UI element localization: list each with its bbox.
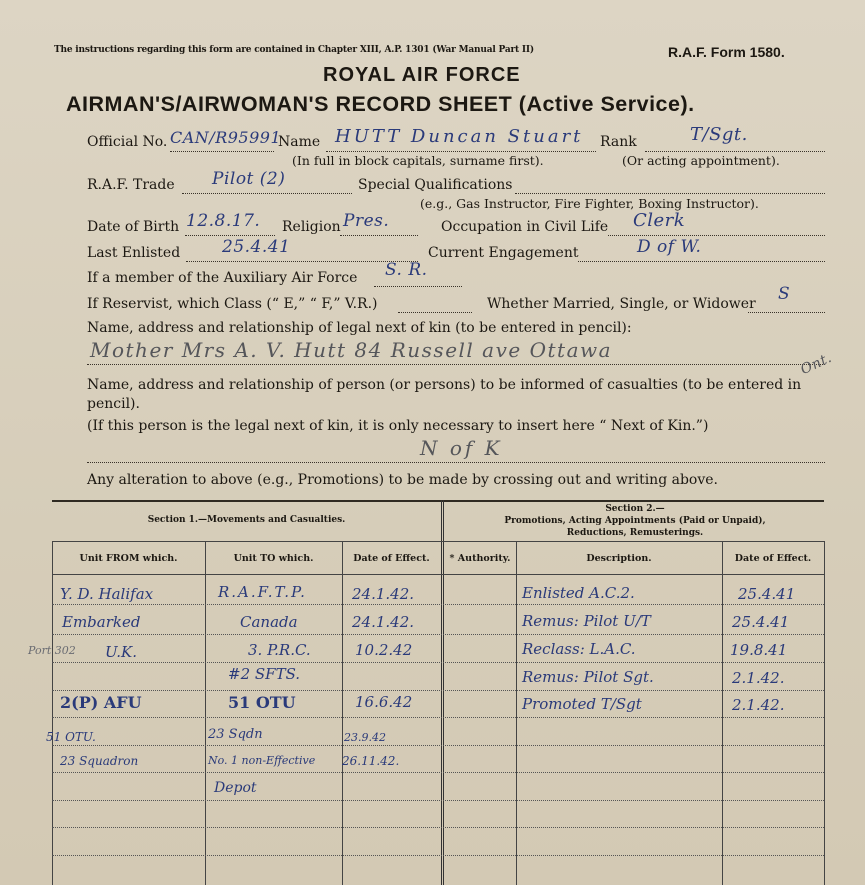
trade-label: R.A.F. Trade	[87, 177, 175, 193]
s2-row3-date: 19.8.41	[730, 641, 788, 659]
s1-row3-to: 3. P.R.C.	[248, 641, 311, 659]
row-line	[52, 662, 824, 663]
col-line	[516, 541, 517, 885]
name-label: Name	[278, 134, 321, 150]
alteration-note: Any alteration to above (e.g., Promotions) to be made by crossing out and writing above.	[87, 472, 718, 488]
s2-row2-description: Remus: Pilot U/T	[522, 612, 651, 630]
engagement-label: Current Engagement	[428, 245, 579, 261]
casualty-value: N of K	[420, 436, 503, 460]
row-line	[52, 800, 824, 801]
name-note: (In full in block capitals, surname first).	[292, 153, 544, 168]
s1-row2-from: Embarked	[62, 613, 141, 631]
official-no-value: CAN/R95991	[170, 128, 282, 147]
row-line	[52, 827, 824, 828]
s2-row2-date: 25.4.41	[732, 613, 790, 631]
col-head-authority: * Authority.	[449, 553, 511, 564]
s2-row5-date: 2.1.42.	[732, 696, 785, 714]
aux-value: S. R.	[385, 260, 428, 280]
official-no-label: Official No.	[87, 134, 168, 150]
s1-row1-to: R.A.F.T.P.	[218, 583, 307, 601]
row-line	[52, 604, 824, 605]
s1-row6-to: 23 Sqdn	[208, 727, 263, 742]
s2-row1-description: Enlisted A.C.2.	[522, 584, 635, 602]
instructions-note: The instructions regarding this form are contained in Chapter XIII, A.P. 1301 (War Manual Part II)	[54, 45, 534, 55]
enlisted-label: Last Enlisted	[87, 245, 181, 261]
col-head-description: Description.	[586, 553, 652, 564]
religion-label: Religion	[282, 219, 341, 235]
col-line	[52, 541, 53, 885]
s2-row4-date: 2.1.42.	[732, 669, 785, 687]
s1-row5-date: 16.6.42	[355, 693, 413, 711]
section2-title-1: Section 2.—	[605, 504, 665, 514]
header-rule-bottom	[52, 574, 824, 575]
engagement-value: D of W.	[637, 237, 702, 257]
row-line	[52, 717, 824, 718]
s2-row3-description: Reclass: L.A.C.	[522, 640, 636, 658]
title-main: AIRMAN'S/AIRWOMAN'S RECORD SHEET	[66, 92, 513, 116]
s1-row8-to: Depot	[214, 780, 257, 796]
s1-row5-to: 51 OTU	[228, 693, 296, 712]
s2-row4-description: Remus: Pilot Sgt.	[522, 668, 654, 686]
religion-value: Pres.	[343, 211, 390, 231]
married-value: S	[778, 284, 791, 304]
s1-row4-to: #2 SFTS.	[228, 665, 301, 683]
s1-row1-date: 24.1.42.	[352, 585, 415, 603]
rank-value: T/Sgt.	[690, 124, 748, 145]
section2-title-3: Reductions, Remusterings.	[566, 528, 704, 538]
title-suffix: (Active Service).	[518, 92, 695, 116]
s1-row2-to: Canada	[240, 613, 298, 631]
occupation-label: Occupation in Civil Life	[441, 219, 609, 235]
s2-row1-date: 25.4.41	[738, 585, 796, 603]
row-line	[52, 772, 824, 773]
trade-value: Pilot (2)	[212, 169, 286, 189]
rank-label: Rank	[600, 134, 637, 150]
row-line	[52, 634, 824, 635]
col-head-from: Unit FROM which.	[79, 553, 178, 564]
casualty-label-2: pencil).	[87, 396, 140, 412]
col-line	[824, 541, 825, 885]
section1-title: Section 1.—Movements and Casualties.	[147, 515, 346, 525]
s1-row3-from: U.K.	[105, 643, 138, 661]
row-line	[52, 745, 824, 746]
kin-value: Mother Mrs A. V. Hutt 84 Russell ave Ottawa	[90, 338, 613, 362]
married-label: Whether Married, Single, or Widower	[487, 296, 756, 312]
s1-row5-from: 2(P) AFU	[60, 693, 142, 712]
kin-margin-note: Ont.	[798, 349, 835, 379]
casualty-label-1: Name, address and relationship of person (or persons) to be informed of casualties (to be entered in	[87, 377, 802, 393]
title-record-sheet	[66, 92, 695, 117]
s1-row7-date: 26.11.42.	[342, 754, 400, 768]
special-note: (e.g., Gas Instructor, Fire Fighter, Boxing Instructor).	[420, 196, 759, 211]
s1-margin-note: Port 302	[28, 644, 76, 657]
header-rule-top	[52, 541, 824, 542]
enlisted-value: 25.4.41	[222, 237, 291, 257]
special-label: Special Qualifications	[358, 177, 513, 193]
row-line	[52, 690, 824, 691]
aux-label: If a member of the Auxiliary Air Force	[87, 270, 358, 286]
dob-label: Date of Birth	[87, 219, 180, 235]
casualty-note: (If this person is the legal next of kin, it is only necessary to insert here “ Next of Kin.”)	[87, 418, 709, 434]
dob-value: 12.8.17.	[186, 211, 261, 231]
reservist-label: If Reservist, which Class (“ E,” “ F,” V.R.)	[87, 296, 378, 312]
s1-row3-date: 10.2.42	[355, 641, 413, 659]
col-line	[342, 541, 343, 885]
s1-row2-date: 24.1.42.	[352, 613, 415, 631]
rank-note: (Or acting appointment).	[622, 153, 780, 168]
col-head-date2: Date of Effect.	[734, 553, 812, 564]
form-number: R.A.F. Form 1580.	[668, 44, 785, 60]
row-line	[52, 855, 824, 856]
kin-label: Name, address and relationship of legal next of kin (to be entered in pencil):	[87, 320, 632, 336]
s1-row6-date: 23.9.42	[344, 731, 386, 744]
s1-row6-from: 51 OTU.	[46, 730, 96, 744]
s1-row1-from: Y. D. Halifax	[60, 585, 154, 603]
section2-title-2: Promotions, Acting Appointments (Paid or Unpaid),	[504, 516, 766, 526]
col-line	[722, 541, 723, 885]
s1-row7-to: No. 1 non-Effective	[208, 754, 316, 767]
table-top-rule	[52, 500, 824, 502]
occupation-value: Clerk	[633, 210, 686, 231]
col-head-date: Date of Effect.	[353, 553, 430, 564]
title-raf: ROYAL AIR FORCE	[323, 64, 521, 86]
name-value: HUTT Duncan Stuart	[335, 126, 584, 147]
col-line	[205, 541, 206, 885]
s1-row7-from: 23 Squadron	[60, 754, 139, 768]
s2-row5-description: Promoted T/Sgt	[522, 695, 642, 713]
col-head-to: Unit TO which.	[233, 553, 314, 564]
